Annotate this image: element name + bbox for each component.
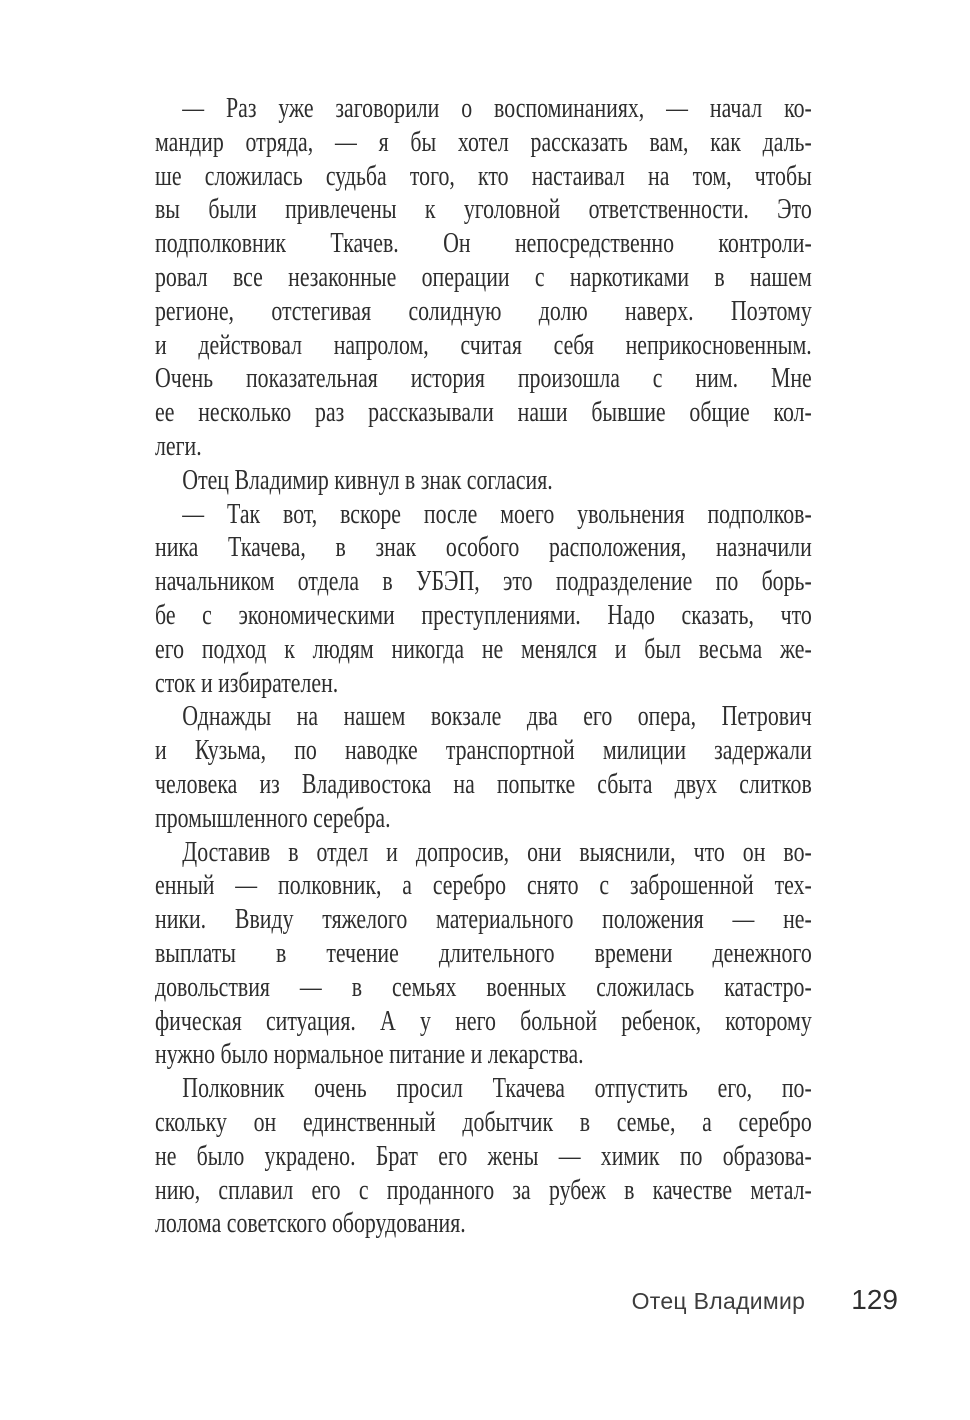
- text-line: не было украдено. Брат его жены — химик по образова-: [155, 1140, 812, 1172]
- text-line: довольствия — в семьях военных сложилась катастро-: [155, 971, 812, 1003]
- text-line: фическая ситуация. А у него больной ребенок, которому: [155, 1005, 812, 1037]
- text-line: ровал все незаконные операции с наркотиками в нашем: [155, 261, 812, 293]
- text-line: промышленного серебра.: [155, 802, 391, 834]
- text-block: [155, 92, 812, 1241]
- paragraph: [155, 92, 812, 464]
- paragraph: [155, 464, 812, 498]
- text-line: и действовал напролом, считая себя неприкосновенным.: [155, 329, 812, 361]
- text-line: человека из Владивостока на попытке сбыта двух слитков: [155, 768, 812, 800]
- text-line: лолома советского оборудования.: [155, 1208, 466, 1240]
- text-line: регионе, отстегивая солидную долю наверх. Поэтому: [155, 295, 812, 327]
- paragraph: [155, 836, 812, 1073]
- text-line: ше сложилась судьба того, кто настаивал на том, чтобы: [155, 160, 812, 192]
- text-line: нужно было нормальное питание и лекарства.: [155, 1039, 584, 1071]
- text-line: подполковник Ткачев. Он непосредственно контроли-: [155, 228, 812, 260]
- text-line: его подход к людям никогда не менялся и был весьма же-: [155, 633, 812, 665]
- paragraph: [155, 700, 812, 835]
- text-line: мандир отряда, — я бы хотел рассказать вам, как даль-: [155, 126, 812, 158]
- paragraph: [155, 1072, 812, 1241]
- text-line: Отец Владимир кивнул в знак согласия.: [182, 464, 553, 496]
- text-line: Полковник очень просил Ткачева отпустить его, по-: [182, 1073, 812, 1105]
- text-line: енный — полковник, а серебро снято с заброшенной тех-: [155, 870, 812, 902]
- paragraph: [155, 498, 812, 701]
- text-line: ника Ткачева, в знак особого расположения, назначили: [155, 532, 812, 564]
- text-line: Доставив в отдел и допросив, они выяснили, что он во-: [182, 836, 812, 868]
- text-line: леги.: [155, 430, 202, 462]
- text-line: выплаты в течение длительного времени денежного: [155, 937, 812, 969]
- text-line: и Кузьма, по наводке транспортной милиции задержали: [155, 735, 812, 767]
- text-line: начальником отдела в УБЭП, это подразделение по борь-: [155, 566, 812, 598]
- text-line: ее несколько раз рассказывали наши бывшие общие кол-: [155, 397, 812, 429]
- page-number: 129: [851, 1284, 898, 1315]
- text-line: Очень показательная история произошла с ним. Мне: [155, 363, 812, 395]
- text-line: сток и избирателен.: [155, 667, 339, 699]
- text-line: бе с экономическими преступлениями. Надо сказать, что: [155, 599, 812, 631]
- text-line: ники. Ввиду тяжелого материального положения — не-: [155, 904, 812, 936]
- text-line: скольку он единственный добытчик в семье, а серебро: [155, 1106, 812, 1138]
- running-title: Отец Владимир: [631, 1288, 806, 1314]
- text-line: — Так вот, вскоре после моего увольнения подполков-: [182, 498, 812, 530]
- text-line: вы были привлечены к уголовной ответственности. Это: [155, 194, 812, 226]
- text-line: нию, сплавил его с проданного за рубеж в качестве метал-: [155, 1174, 812, 1206]
- page-footer: [0, 1284, 898, 1316]
- text-line: Однажды на нашем вокзале два его опера, Петрович: [182, 701, 812, 733]
- text-line: — Раз уже заговорили о воспоминаниях, — начал ко-: [182, 93, 812, 124]
